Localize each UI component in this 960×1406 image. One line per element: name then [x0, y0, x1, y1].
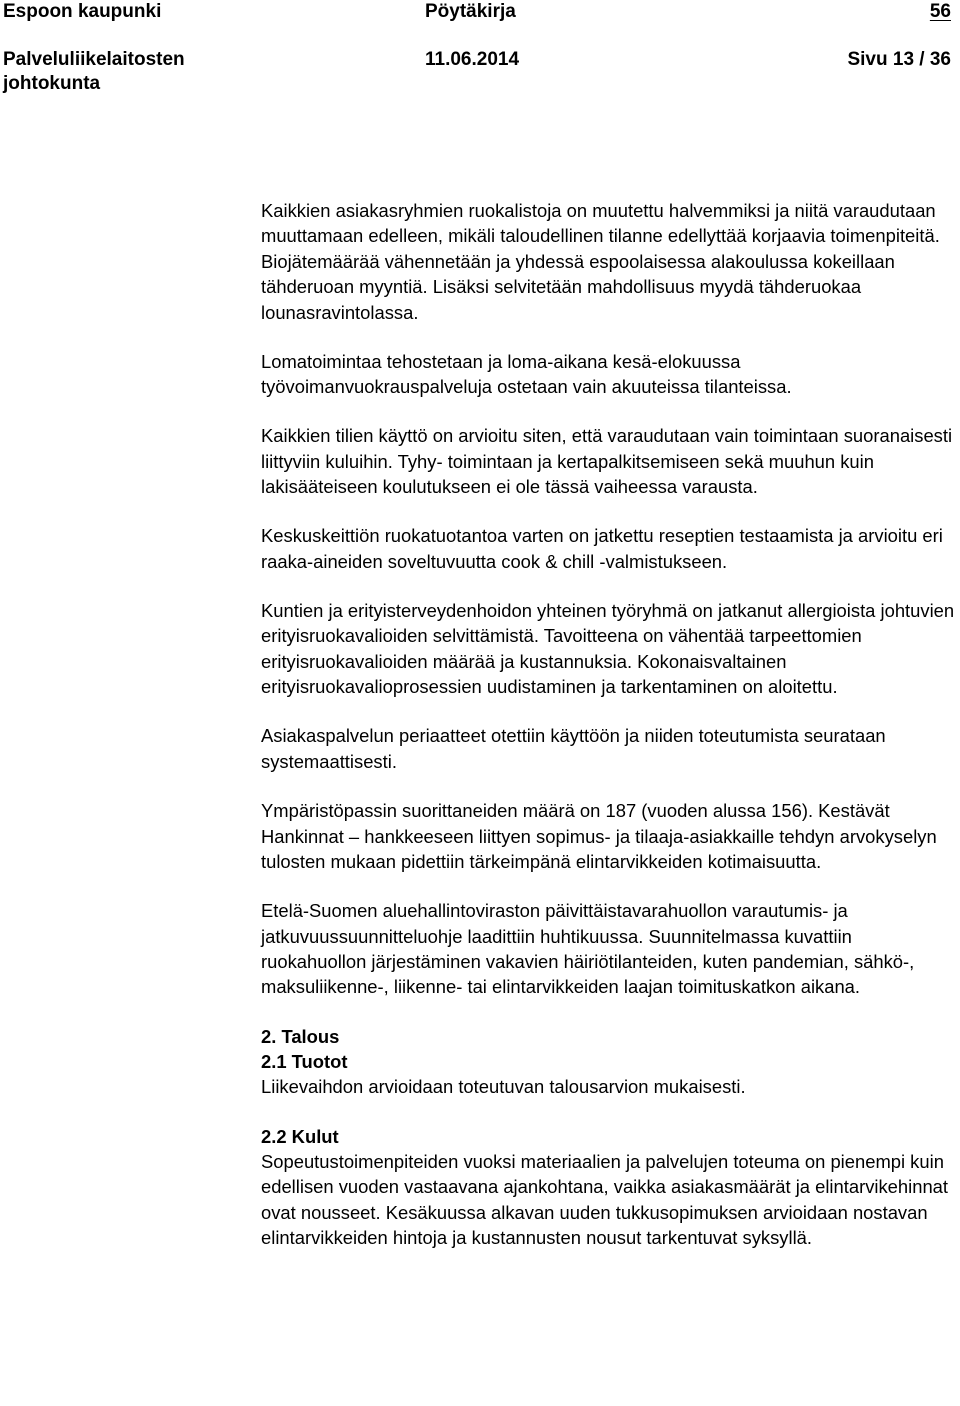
section-number: 56	[929, 1, 951, 22]
document-body	[261, 198, 957, 1251]
paragraph-holiday-operations: Lomatoimintaa tehostetaan ja loma-aikana kesä-elokuussa työvoimanvuokrauspalveluja ostetaan vain akuuteissa tilanteissa.	[261, 350, 792, 398]
unit-name-line1: Palveluliikelaitosten	[3, 49, 185, 70]
paragraph-environment-pass: Ympäristöpassin suorittaneiden määrä on 187 (vuoden alussa 156). Kestävät Hankinnat – hankkeeseen liittyen sopimus- ja tilaaja-asiakkaille tehdyn arvokyselyn tulosten mukaan pidettiin tärkeimpänä elintarvikkeiden kotimaisuutta.	[261, 800, 937, 872]
organization-name: Espoon kaupunki	[3, 1, 162, 22]
paragraph-preparedness: Etelä-Suomen aluehallintoviraston päivittäistavarahuollon varautumis- ja jatkuvuussuunnitteluohje laadittiin huhtikuussa. Suunnitelmassa kuvattiin ruokahuollon järjestäminen vakavien häiriötilanteiden, kuten pandemian, sähkö-, maksuliikenne-, liikenne- tai elintarvikkeiden laajan toimituskatkon aikana.	[261, 900, 915, 998]
paragraph-account-usage: Kaikkien tilien käyttö on arvioitu siten, että varaudutaan vain toimintaan suoranaisesti liittyviin kuluihin. Tyhy- toimintaan ja kertapalkitsemiseen sekä muuhun kuin lakisääteiseen koulutukseen ei ole tässä vaiheessa varausta.	[261, 425, 953, 498]
paragraph-food-lists: Kaikkien asiakasryhmien ruokalistoja on muutettu halvemmiksi ja niitä varaudutaan muuttamaan edelleen, mikäli taloudellinen tilanne edellyttää korjaavia toimenpiteitä. Biojätemäärää vähennetään ja yhdessä espoolaisessa alakoulussa kokeillaan tähderuoan myyntiä. Lisäksi selvitetään mahdollisuus myydä tähderuokaa lounasravintolassa.	[261, 200, 940, 323]
paragraph-special-diets: Kuntien ja erityisterveydenhoidon yhteinen työryhmä on jatkanut allergioista johtuvien erityisruokavalioiden selvittämistä. Tavoitteena on vähentää tarpeettomien erityisruokavalioiden määrää ja kustannuksia. Kokonaisvaltainen erityisruokavalioprosessien uudistaminen ja tarkentaminen on aloitettu.	[261, 600, 955, 698]
page-number: Sivu 13 / 36	[847, 49, 951, 70]
paragraph-customer-service: Asiakaspalvelun periaatteet otettiin käyttöön ja niiden toteutumista seurataan systemaattisesti.	[261, 725, 886, 772]
paragraph-kulut: Sopeutustoimenpiteiden vuoksi materiaalien ja palvelujen toteuma on pienempi kuin edellisen vuoden vastaavana ajankohtana, vaikka asiakasmäärät ja elintarvikehinnat ovat nousseet. Kesäkuussa alkavan uuden tukkusopimuksen arvioidaan nostavan elintarvikkeiden hintoja ja kustannusten nousut tarkentuvat syksyllä.	[261, 1150, 949, 1249]
paragraph-tuotot: Liikevaihdon arvioidaan toteutuvan talousarvion mukaisesti.	[261, 1076, 746, 1098]
subsection-heading-tuotot: 2.1 Tuotot	[261, 1050, 348, 1072]
meeting-date: 11.06.2014	[425, 49, 520, 70]
subsection-heading-kulut: 2.2 Kulut	[261, 1125, 339, 1147]
unit-name-line2: johtokunta	[3, 73, 101, 94]
section-heading-talous: 2. Talous	[261, 1025, 340, 1047]
document-type: Pöytäkirja	[425, 1, 516, 22]
paragraph-central-kitchen: Keskuskeittiön ruokatuotantoa varten on jatkettu reseptien testaamista ja arvioitu eri raaka-aineiden soveltuvuutta cook & chill -valmistukseen.	[261, 525, 943, 572]
